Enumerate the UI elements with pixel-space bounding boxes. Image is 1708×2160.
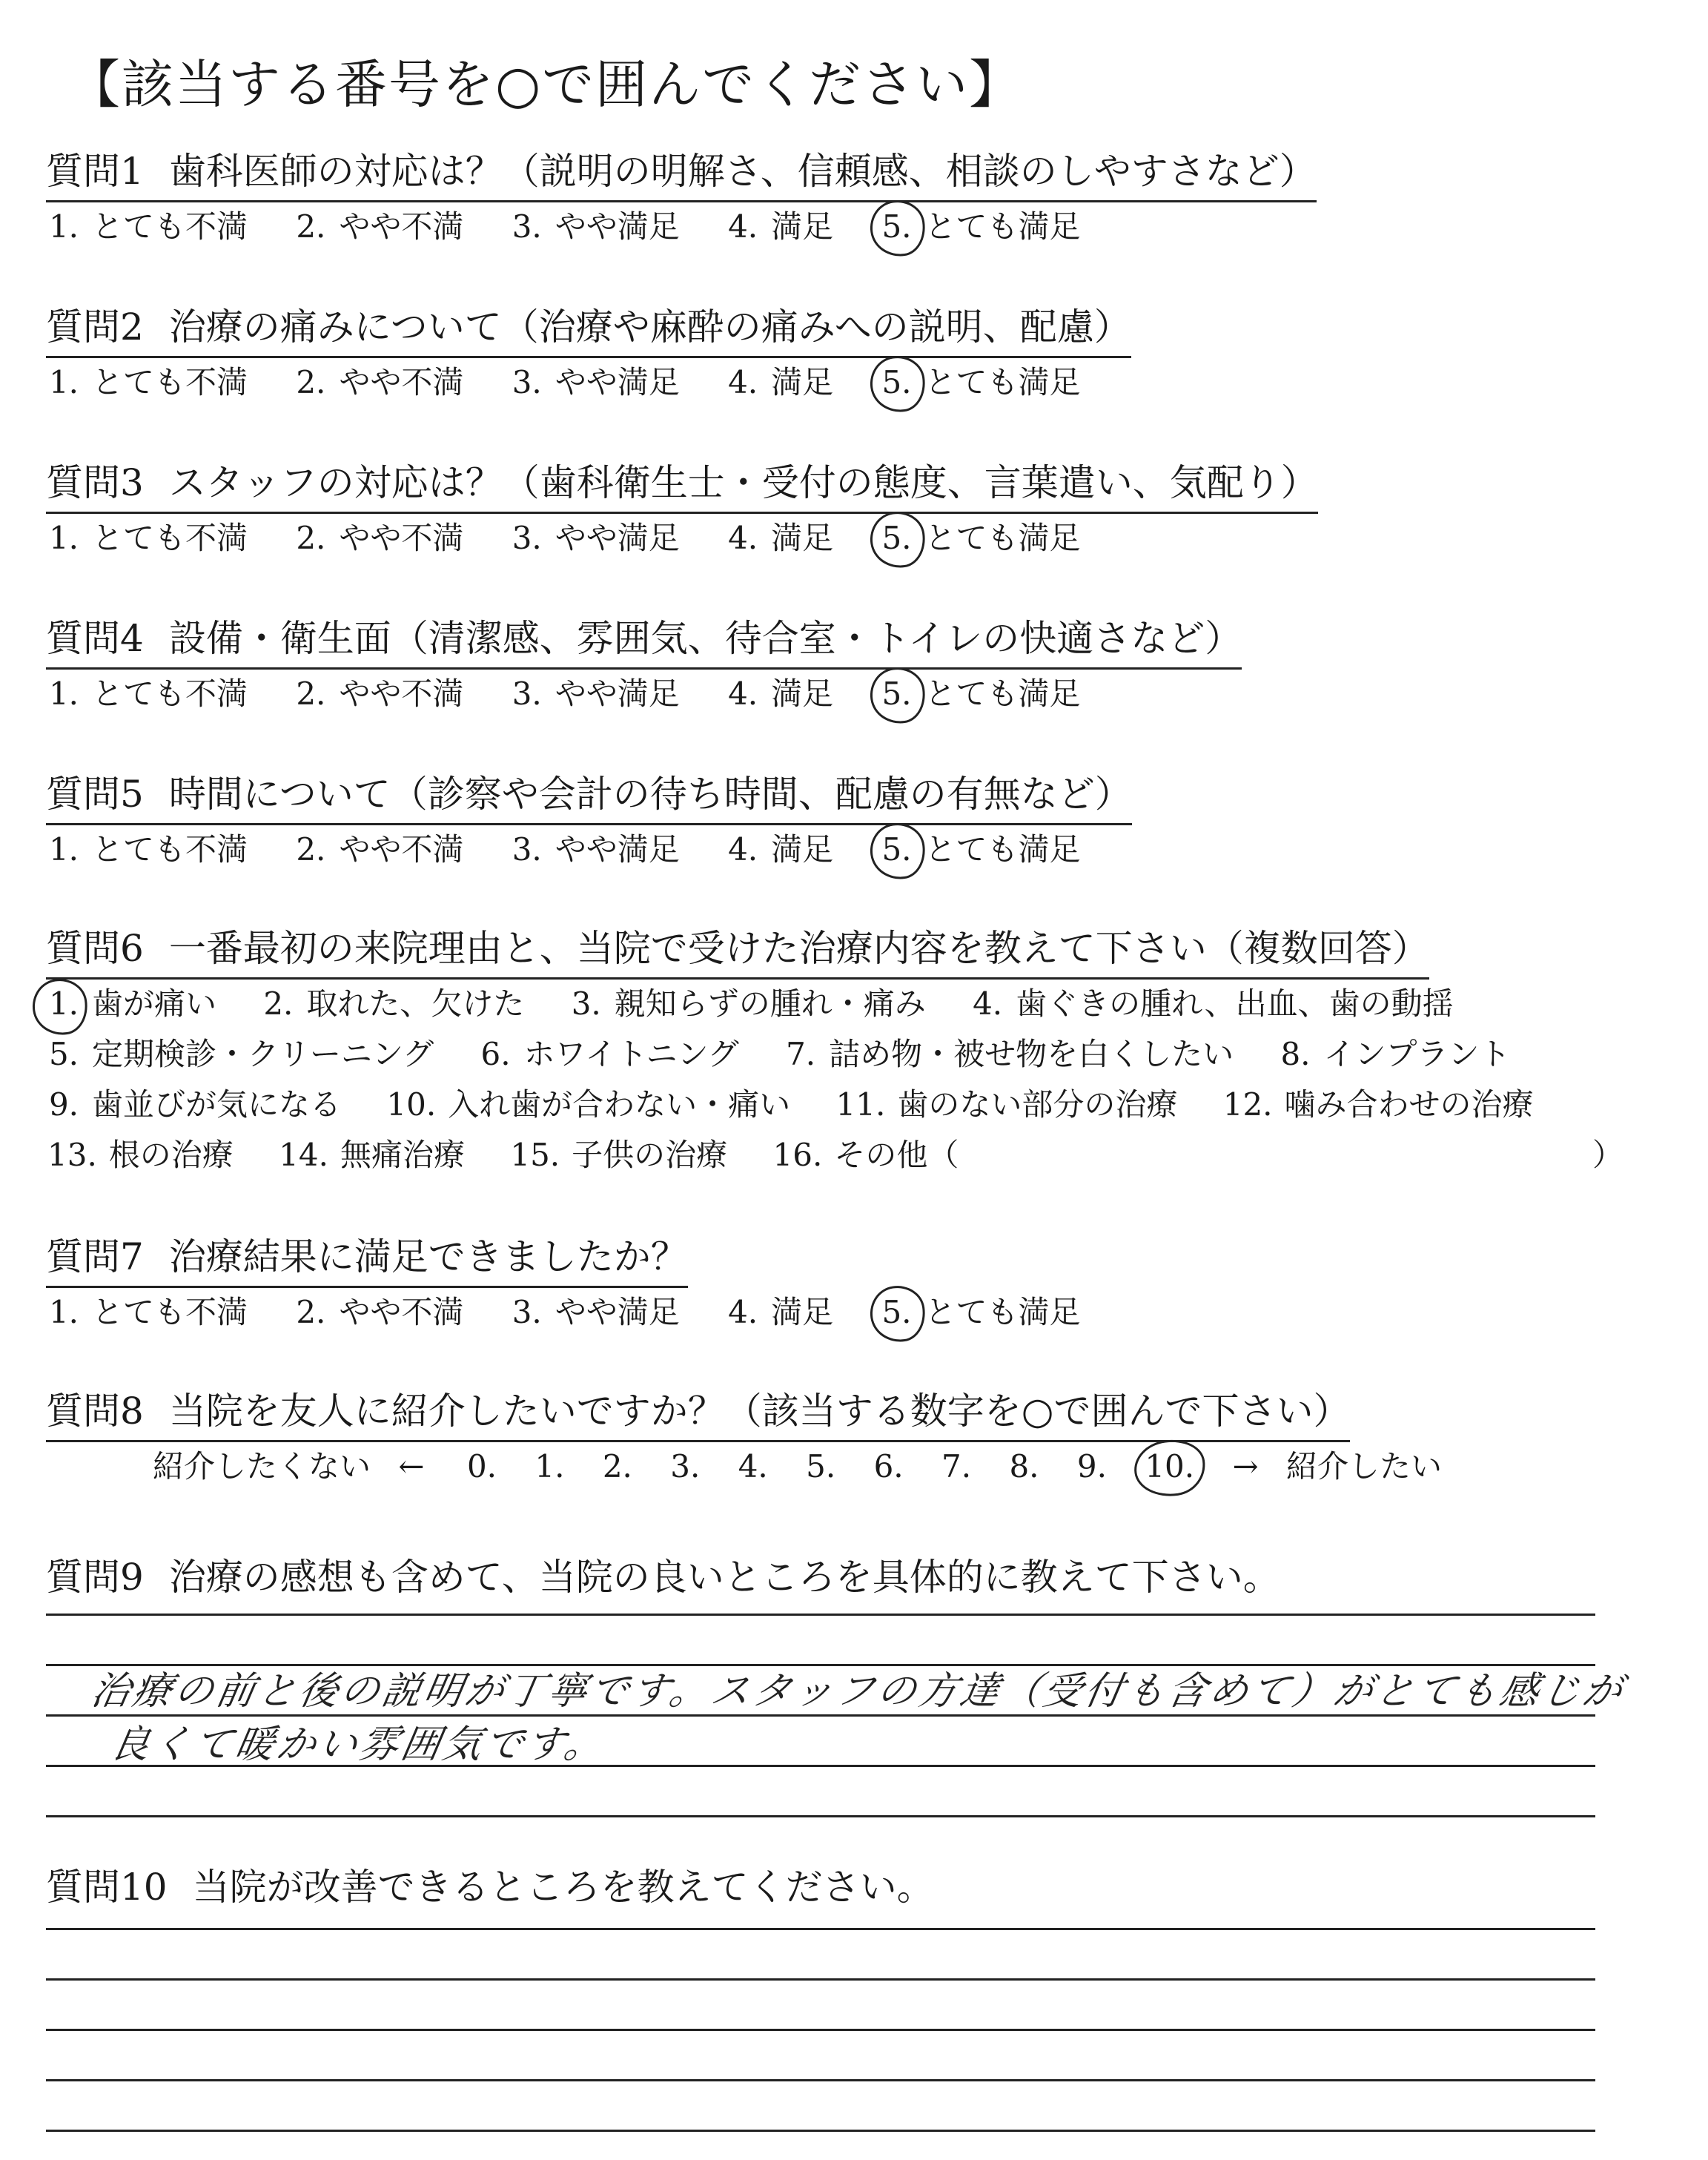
answer-line [46, 1815, 1595, 1817]
q6-option-9[interactable]: 9. 歯並びが気になる [48, 1086, 342, 1123]
page-title: 【該当する番号を○で囲んでください】 [68, 54, 1023, 115]
q8-scale-5[interactable]: 5. [806, 1448, 836, 1484]
question-6-heading [46, 922, 1429, 980]
question-7-heading [46, 1231, 688, 1288]
q5-option-3[interactable]: 3. やや満足 [512, 831, 680, 868]
q1-option-4[interactable]: 4. 満足 [728, 208, 834, 245]
q4-option-2[interactable]: 2. やや不満 [296, 676, 464, 712]
selection-circle-icon [867, 508, 929, 572]
selection-circle-icon [867, 819, 929, 883]
q6-option-8[interactable]: 8. インプラント [1280, 1036, 1511, 1072]
question-1-options [47, 205, 1118, 249]
q8-scale-4[interactable]: 4. [738, 1448, 768, 1484]
question-5-label: 質問5 [46, 773, 144, 816]
q6-row-2 [47, 1032, 1546, 1077]
q6-option-13[interactable]: 13. 根の治療 [47, 1137, 234, 1173]
question-5-heading [46, 768, 1132, 825]
q6-option-12[interactable]: 12. 噛み合わせの治療 [1222, 1086, 1534, 1123]
q2-option-5[interactable]: 5. とても満足 [881, 360, 1081, 405]
q6-option-1[interactable]: 1. 歯が痛い [47, 982, 216, 1026]
q7-option-5[interactable]: 5. とても満足 [881, 1290, 1081, 1335]
q8-scale-6[interactable]: 6. [873, 1448, 904, 1484]
question-3-options [47, 516, 1118, 561]
question-4-text: 設備・衛生面（清潔感、雰囲気、待合室・トイレの快適さなど） [168, 617, 1242, 660]
q8-scale-10[interactable]: 10. [1145, 1444, 1194, 1489]
question-2-options [47, 360, 1118, 405]
q6-row-1 [47, 982, 1489, 1026]
question-6-text: 一番最初の来院理由と、当院で受けた治療内容を教えて下さい（複数回答） [168, 927, 1429, 970]
question-10-text: 当院が改善できるところを教えてください。 [192, 1866, 934, 1909]
question-8-heading [46, 1385, 1350, 1442]
q8-scale [153, 1444, 1470, 1489]
q9-handwritten-answer-line-1[interactable]: 治療の前と後の説明が丁寧です。スタッフの方達（受付も含めて）がとても感じが [87, 1669, 1629, 1714]
q2-option-3[interactable]: 3. やや満足 [512, 364, 680, 400]
question-2-text: 治療の痛みについて（治療や麻酔の痛みへの説明、配慮） [168, 305, 1131, 349]
q3-option-1[interactable]: 1. とても不満 [48, 520, 248, 556]
q1-option-1[interactable]: 1. とても不満 [48, 208, 248, 245]
question-5-options [47, 828, 1118, 872]
question-3-text: スタッフの対応は？（歯科衛生士・受付の態度、言葉遣い、気配り） [168, 461, 1318, 504]
q3-option-2[interactable]: 2. やや不満 [296, 520, 464, 556]
question-1-text: 歯科医師の対応は？（説明の明解さ、信頼感、相談のしやすさなど） [168, 150, 1317, 193]
q8-scale-2[interactable]: 2. [602, 1448, 632, 1484]
answer-line [46, 1978, 1595, 1981]
question-9-heading [46, 1551, 1280, 1603]
q3-option-5[interactable]: 5. とても満足 [881, 516, 1081, 561]
q7-option-3[interactable]: 3. やや満足 [512, 1294, 680, 1330]
question-7-options [47, 1290, 1118, 1335]
q9-handwritten-answer-line-2[interactable]: 良くて暖かい雰囲気です。 [107, 1723, 610, 1767]
question-4-options [47, 672, 1118, 716]
answer-line [46, 2130, 1595, 2132]
q6-option-4[interactable]: 4. 歯ぐきの腫れ、出血、歯の動揺 [973, 985, 1454, 1022]
answer-line [46, 1928, 1595, 1930]
q8-scale-9[interactable]: 9. [1076, 1448, 1107, 1484]
q8-scale-7[interactable]: 7. [941, 1448, 972, 1484]
selection-circle-icon [867, 664, 929, 727]
question-2-label: 質問2 [46, 305, 144, 349]
q1-option-5[interactable]: 5. とても満足 [881, 205, 1081, 249]
selection-circle-icon [867, 196, 929, 260]
q6-option-14[interactable]: 14. 無痛治療 [279, 1137, 465, 1173]
q6-option-2[interactable]: 2. 取れた、欠けた [263, 985, 525, 1022]
question-4-label: 質問4 [46, 617, 144, 660]
q6-other-close-paren: ） [1592, 1137, 1624, 1173]
question-9-label: 質問9 [46, 1556, 144, 1599]
q8-right-label: 紹介したい [1286, 1448, 1443, 1484]
q2-option-2[interactable]: 2. やや不満 [296, 364, 464, 400]
q8-scale-0[interactable]: 0. [466, 1448, 497, 1484]
selection-circle-icon [867, 352, 929, 416]
question-8-label: 質問8 [46, 1390, 144, 1433]
question-3-heading [46, 457, 1318, 514]
right-arrow-icon: → [1232, 1448, 1259, 1484]
q8-left-label: 紹介したくない [153, 1448, 371, 1484]
q6-option-3[interactable]: 3. 親知らずの腫れ・痛み [571, 985, 926, 1022]
q8-scale-3[interactable]: 3. [670, 1448, 701, 1484]
answer-line [46, 2029, 1595, 2031]
question-4-heading [46, 612, 1242, 670]
q1-option-3[interactable]: 3. やや満足 [512, 208, 680, 245]
q6-option-5[interactable]: 5. 定期検診・クリーニング [48, 1036, 434, 1072]
question-8-text: 当院を友人に紹介したいですか？（該当する数字を○で囲んで下さい） [168, 1390, 1351, 1433]
question-2-heading [46, 301, 1131, 358]
q2-option-4[interactable]: 4. 満足 [728, 364, 834, 400]
question-7-text: 治療結果に満足できましたか？ [168, 1235, 688, 1278]
q2-option-1[interactable]: 1. とても不満 [48, 364, 248, 400]
q6-option-15[interactable]: 15. 子供の治療 [510, 1137, 728, 1173]
answer-line [46, 2079, 1595, 2081]
question-3-label: 質問3 [46, 461, 144, 504]
q3-option-4[interactable]: 4. 満足 [728, 520, 834, 556]
question-1-heading [46, 145, 1317, 202]
q6-option-7[interactable]: 7. 詰め物・被せ物を白くしたい [786, 1036, 1234, 1072]
q7-option-4[interactable]: 4. 満足 [728, 1294, 834, 1330]
q6-option-16[interactable]: 16. その他（ [772, 1137, 959, 1173]
q6-row-4 [47, 1133, 994, 1178]
answer-line [46, 1614, 1595, 1616]
left-arrow-icon: ← [398, 1448, 425, 1484]
question-10-heading [46, 1861, 934, 1913]
q4-option-1[interactable]: 1. とても不満 [48, 676, 248, 712]
q3-option-3[interactable]: 3. やや満足 [512, 520, 680, 556]
question-10-label: 質問10 [46, 1866, 168, 1909]
q5-option-5[interactable]: 5. とても満足 [881, 828, 1081, 872]
q5-option-2[interactable]: 2. やや不満 [296, 831, 464, 868]
q6-option-10[interactable]: 10. 入れ歯が合わない・痛い [386, 1086, 791, 1123]
q7-option-1[interactable]: 1. とても不満 [48, 1294, 248, 1330]
q6-row-3 [47, 1083, 1569, 1127]
q6-option-6[interactable]: 6. ホワイトニング [480, 1036, 739, 1072]
question-1-label: 質問1 [46, 150, 144, 193]
q4-option-4[interactable]: 4. 満足 [728, 676, 834, 712]
question-9-text: 治療の感想も含めて、当院の良いところを具体的に教えて下さい。 [168, 1556, 1280, 1599]
q7-option-2[interactable]: 2. やや不満 [296, 1294, 464, 1330]
q8-scale-1[interactable]: 1. [534, 1448, 565, 1484]
q5-option-4[interactable]: 4. 満足 [728, 831, 834, 868]
q1-option-2[interactable]: 2. やや不満 [296, 208, 464, 245]
q5-option-1[interactable]: 1. とても不満 [48, 831, 248, 868]
q4-option-3[interactable]: 3. やや満足 [512, 676, 680, 712]
q4-option-5[interactable]: 5. とても満足 [881, 672, 1081, 716]
q6-option-11[interactable]: 11. 歯のない部分の治療 [835, 1086, 1178, 1123]
question-7-label: 質問7 [46, 1235, 144, 1278]
question-6-label: 質問6 [46, 927, 144, 970]
question-5-text: 時間について（診察や会計の待ち時間、配慮の有無など） [168, 773, 1132, 816]
selection-circle-icon [867, 1282, 929, 1346]
q8-scale-8[interactable]: 8. [1009, 1448, 1039, 1484]
